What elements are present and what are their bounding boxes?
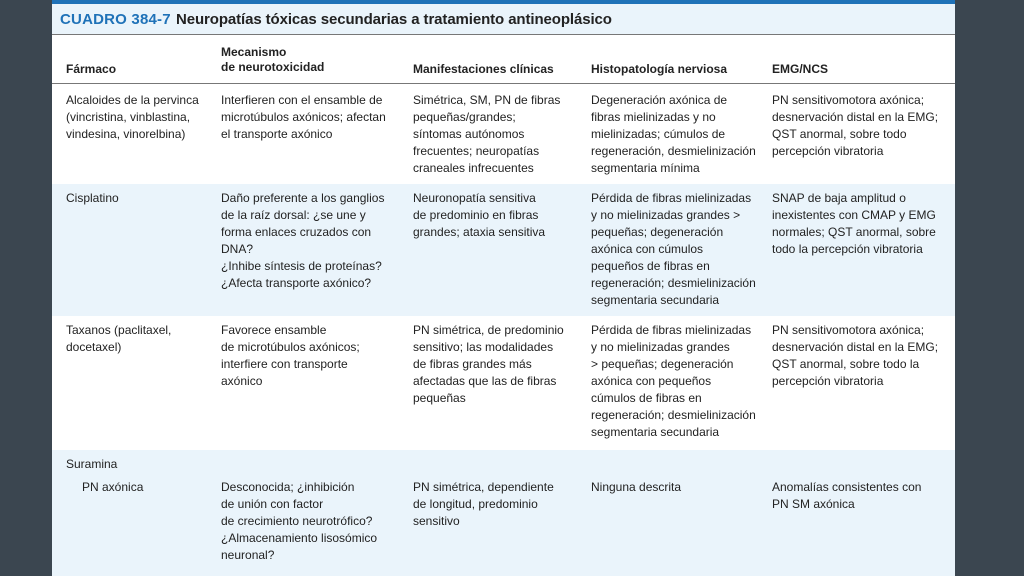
- table-row: [52, 316, 955, 450]
- cell-clinical: Neuronopatía sensitiva de predominio en fibras grandes; ataxia sensitiva: [413, 191, 546, 239]
- cell-drug: Cisplatino: [66, 191, 119, 205]
- cell-emg: PN sensitivomotora axónica; desnervación distal en la EMG; QST anormal, sobre todo la percepción vibratoria: [772, 323, 939, 388]
- table-number: CUADRO 384-7: [60, 11, 171, 28]
- cell-drug: Alcaloides de la pervinca (vincristina, vinblastina, vindesina, vinorelbina): [66, 93, 199, 141]
- cell-mechanism: Interfieren con el ensamble de microtúbulos axónicos; afectan el transporte axónico: [221, 93, 386, 141]
- cell-emg: PN sensitivomotora axónica; desnervación distal en la EMG; QST anormal, sobre todo percepción vibratoria: [772, 93, 939, 158]
- cell-mechanism: Favorece ensamble de microtúbulos axónicos; interfiere con transporte axónico: [221, 323, 360, 388]
- cell-clinical: PN simétrica, de predominio sensitivo; las modalidades de fibras grandes más afectadas que las de fibras pequeñas: [413, 323, 564, 405]
- cell-drug: Suramina: [66, 457, 118, 471]
- cell-mechanism: Desconocida; ¿inhibición de unión con factor de crecimiento neurotrófico? ¿Almacenamiento lisosómico neuronal?: [221, 480, 378, 562]
- header-drug: Fármaco: [66, 62, 117, 76]
- cell-emg: Anomalías consistentes con PN SM axónica: [772, 480, 922, 511]
- table-title-row: [52, 4, 955, 34]
- header-histopathology: Histopatología nerviosa: [591, 62, 728, 76]
- header-mechanism: Mecanismo de neurotoxicidad: [221, 45, 325, 74]
- cell-histopathology: Ninguna descrita: [591, 480, 682, 494]
- cell-clinical: Simétrica, SM, PN de fibras pequeñas/grandes; síntomas autónomos frecuentes; neuropatías craneales infrecuentes: [413, 93, 561, 175]
- cell-mechanism: Daño preferente a los ganglios de la raíz dorsal: ¿se une y forma enlaces cruzados con DNA? ¿Inhibe síntesis de proteínas? ¿Afecta transporte axónico?: [221, 191, 385, 290]
- cell-subdrug: PN axónica: [82, 480, 144, 494]
- header-emg: EMG/NCS: [772, 62, 829, 76]
- cell-emg: SNAP de baja amplitud o inexistentes con CMAP y EMG normales; QST anormal, sobre todo la percepción vibratoria: [772, 191, 936, 256]
- header-divider-top: [52, 34, 955, 35]
- table-row: [52, 450, 955, 576]
- cell-histopathology: Degeneración axónica de fibras mielinizadas y no mielinizadas; cúmulos de regeneración, desmielinización segmentaria mínima: [591, 93, 756, 175]
- table-slide: [52, 0, 955, 576]
- header-clinical: Manifestaciones clínicas: [413, 62, 554, 76]
- table-row: [52, 84, 955, 184]
- cell-clinical: PN simétrica, dependiente de longitud, predominio sensitivo: [413, 480, 554, 528]
- cell-drug: Taxanos (paclitaxel, docetaxel): [66, 323, 172, 354]
- cell-histopathology: Pérdida de fibras mielinizadas y no mielinizadas grandes > pequeñas; degeneración axónica con cúmulos pequeños de fibras en regeneración; desmielinización segmentaria secundaria: [591, 191, 756, 307]
- table-row: [52, 184, 955, 316]
- table-title: Neuropatías tóxicas secundarias a tratamiento antineoplásico: [176, 11, 612, 28]
- cell-histopathology: Pérdida de fibras mielinizadas y no mielinizadas grandes > pequeñas; degeneración axónica con pequeños cúmulos de fibras en regeneración; desmielinización segmentaria secundaria: [591, 323, 756, 439]
